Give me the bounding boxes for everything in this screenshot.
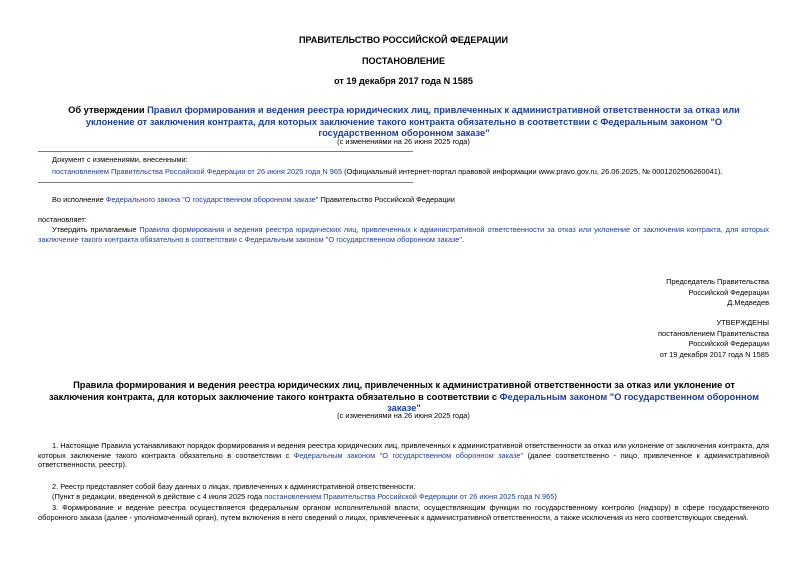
amendments-entry bbox=[52, 167, 772, 177]
preamble-prefix: Во исполнение bbox=[52, 195, 106, 204]
approve-rules-link[interactable]: Правила формирования и ведения реестра юридических лиц, привлеченных к административной ответственности за отказ или уклонение от заключения контракта, для которых заключение такого контракта обязательно в соответствии с Федеральным законом "О государственном оборонном заказе" bbox=[38, 225, 769, 244]
document-title bbox=[48, 105, 760, 140]
paragraph-2-note-prefix: (Пункт в редакции, введенной в действие с 4 июля 2025 года bbox=[52, 492, 265, 501]
approved-by: постановлением Правительства bbox=[658, 328, 769, 338]
rules-changes-note: (с изменениями на 26 июня 2025 года) bbox=[337, 411, 470, 420]
resolves-text: постановляет: bbox=[38, 215, 87, 224]
paragraph-2-note-suffix: ) bbox=[554, 492, 557, 501]
divider-top bbox=[38, 151, 413, 152]
divider-bottom bbox=[38, 182, 413, 183]
approved-heading: УТВЕРЖДЕНЫ bbox=[716, 318, 769, 327]
paragraph-1-prefix: 1. Настоящие Правила устанавливают порядок формирования и ведения реестра юридических лиц, привлеченных к административной ответственности за отказ или уклонение от заключения контракта, для которых заключение такого контракта обязательно в соответствии с bbox=[38, 441, 769, 460]
rules-title bbox=[48, 380, 760, 415]
paragraph-2-note bbox=[52, 492, 557, 502]
approved-country: Российской Федерации bbox=[688, 339, 769, 348]
approve-suffix: . bbox=[462, 234, 465, 244]
document-title-prefix: Об утверждении bbox=[68, 105, 148, 115]
preamble bbox=[52, 195, 455, 205]
government-heading: ПРАВИТЕЛЬСТВО РОССИЙСКОЙ ФЕДЕРАЦИИ bbox=[298, 35, 509, 45]
changes-note: (с изменениями на 26 июня 2025 года) bbox=[337, 137, 470, 146]
preamble-suffix: Правительство Российской Федерации bbox=[318, 195, 455, 204]
signature-position: Председатель Правительства bbox=[666, 277, 769, 286]
rules-title-law-link[interactable]: Федеральным законом "О государственном оборонном заказе" bbox=[387, 391, 760, 414]
federal-law-link[interactable]: Федерального закона "О государственном оборонном заказе" bbox=[105, 195, 319, 204]
amendments-label: Документ с изменениями, внесенными: bbox=[52, 155, 188, 164]
paragraph-2-note-link[interactable]: постановлением Правительства Российской Федерации от 26 июня 2025 года N 965 bbox=[264, 492, 555, 501]
document-type-heading: ПОСТАНОВЛЕНИЕ bbox=[361, 56, 446, 66]
approve-paragraph bbox=[38, 225, 769, 244]
rules-title-prefix: Правила формирования и ведения реестра юридических лиц, привлеченных к административной ответственности за отказ или уклонение от заключения контракта, для которых заключение такого контракта обязательно в соответствии с bbox=[48, 380, 735, 402]
paragraph-2: 2. Реестр представляет собой базу данных о лицах, привлеченных к административной ответственности. bbox=[52, 482, 416, 491]
amendment-decree-link[interactable]: постановлением Правительства Российской Федерации от 26 июня 2025 года N 965 bbox=[52, 167, 343, 176]
approve-prefix: Утвердить прилагаемые bbox=[52, 225, 140, 234]
signature-country: Российской Федерации bbox=[688, 287, 769, 297]
document-date-number: от 19 декабря 2017 года N 1585 bbox=[334, 76, 473, 86]
paragraph-1 bbox=[38, 441, 769, 470]
signature-name: Д.Медведев bbox=[727, 298, 769, 307]
approved-date: от 19 декабря 2017 года N 1585 bbox=[659, 349, 769, 359]
paragraph-1-suffix: (далее соответственно - лицо, привлеченное к административной ответственности, реестр). bbox=[38, 450, 769, 470]
rules-link[interactable]: Правил формирования и ведения реестра юридических лиц, привлеченных к административной ответственности за отказ или уклонение от заключения контракта, для которых заключение такого контракта обязательно в соответствии с Федеральным законом "О государственном оборонном заказе" bbox=[85, 105, 740, 139]
paragraph-3: 3. Формирование и ведение реестра осуществляется федеральным органом исполнительной власти, осуществляющим функции по государственному контролю (надзору) в сфере государственного оборонного заказа (далее - уполномоченный орган), путем включения в него сведений о лицах, привлеченных к административной ответственности, а также исключения из него соответствующих сведений. bbox=[38, 503, 769, 522]
amendment-source: (Официальный интернет-портал правовой информации www.pravo.gov.ru, 26.06.2025, № 0001202506260041). bbox=[342, 167, 723, 176]
approved-block bbox=[470, 318, 769, 360]
paragraph-1-law-link[interactable]: Федеральным законом "О государственном оборонном заказе" bbox=[293, 450, 524, 460]
signature-block bbox=[470, 277, 769, 309]
